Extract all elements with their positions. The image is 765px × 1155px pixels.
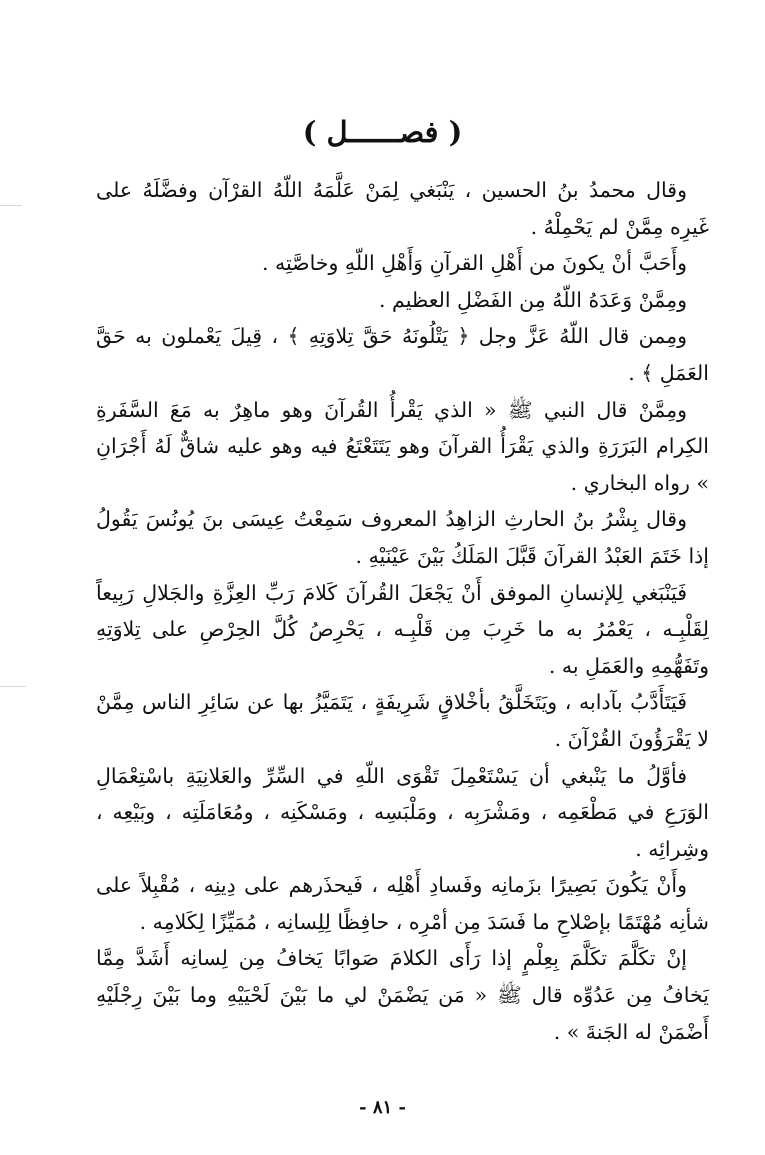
paragraph: وقال بِشْرُ بنُ الحارثِ الزاهِدُ المعروف سَمِعْتُ عِيسَى بنَ يُونُسَ يَقُولُ إذا خَتَمَ العَبْدُ القرآنَ قَبَّلَ المَلَكُ بَيْنَ عَيْنَيْهِ . [96, 507, 709, 568]
paragraph: إنْ تكَلَّمَ تكَلَّمَ بِعِلْمٍ إذا رَأَى الكلامَ صَوابًا يَخافُ مِن لِسانِه أَشَدَّ مِمَّا يَخافُ مِن عَدُوِّه قال ﷺ « مَن يَضْمَنْ لي ما بَيْنَ لَحْيَيْهِ وما بَيْنَ رِجْلَيْهِ أَضْمَنْ له الجَنةَ » . [96, 946, 709, 1044]
paragraph: فأوَّلُ ما يَنْبغي أن يَسْتَعْمِلَ تَقْوَى اللّهِ في السِّرِّ والعَلانِيَةِ باسْتِعْمَالِ الوَرَعِ في مَطْعَمِه ، ومَشْرَبِه ، ومَلْبَسِه ، ومَسْكَنِه ، ومُعَامَلَتِه ، وبَيْعِه ، وشِرائِه . [96, 763, 709, 861]
paragraph: وأَحَبَّ أنْ يكونَ من أَهْلِ القرآنِ وَأَهْلِ اللّهِ وخاصَّتِه . [261, 251, 687, 276]
paragraph: ومِمَّنْ قال النبي ﷺ « الذي يَقْرأُ القُرآنَ وهو ماهِرٌ به مَعَ السَّفَرةِ الكِرام البَرَرَةِ والذي يَقْرَأُ القرآنَ وهو يَتَتَعْتَعُ فيه وهو عليه شاقٌّ لَهُ أَجْرَانِ » رواه البخاري . [96, 397, 709, 495]
paragraph: فَيَتَأَدَّبُ بآدابه ، ويَتَخَلَّقُ بأخْلاقٍ شَرِيفَةٍ ، يَتَمَيَّزُ بها عن سَائِرِ الناس مِمَّنْ لا يَقْرَؤُونَ القُرْآنَ . [96, 690, 709, 751]
page-number: - ٨١ - [359, 1097, 406, 1118]
scan-edge-mark [0, 205, 22, 206]
paragraph: ومِمَّنْ وَعَدَهُ اللّهُ مِن الفَضْلِ العظيم . [379, 287, 687, 312]
paragraph: وقال محمدُ بنُ الحسين ، يَنْبَغي لِمَنْ عَلَّمَهُ اللّهُ القرْآن وفضَّلَهُ على غَيرِه مِمَّنْ لم يَحْمِلْهُ . [96, 178, 709, 239]
scan-edge-mark [0, 686, 26, 687]
body-text [96, 172, 709, 1050]
paragraph: ومِمن قال اللّهُ عَزَّ وجل ﴿ يَتْلُونَهُ حَقَّ تِلاوَتِهِ ﴾ ، قِيلَ يَعْملون به حَقَّ العَمَلِ ﴾ . [96, 324, 709, 385]
paragraph: وأَنْ يَكُونَ بَصِيرًا بزَمانِه وفَسادِ أَهْلِه ، فَيحذَرهم على دِينِه ، مُقْبِلاً على شأنِه مُهْتَمًا بإصْلاحِ ما فَسَدَ مِن أمْرِه ، حافِظًا لِلِسانِه ، مُمَيِّزًا لِكَلامِه . [96, 873, 709, 934]
paragraph: فَيَنْبَغي لِلإنسانِ الموفق أَنْ يَجْعَلَ القُرآنَ كَلامَ رَبِّ العِزَّةِ والجَلالِ رَبِيعاً لِقَلْبِـه ، يَعْمُرُ به ما خَرِبَ مِن قَلْبِـه ، يَحْرِصُ كُلَّ الحِرْصِ على تِلاوَتِهِ وتَفَهُّمِهِ والعَمَلِ به . [96, 580, 709, 678]
section-heading: ( فصــــــل ) [302, 115, 463, 149]
